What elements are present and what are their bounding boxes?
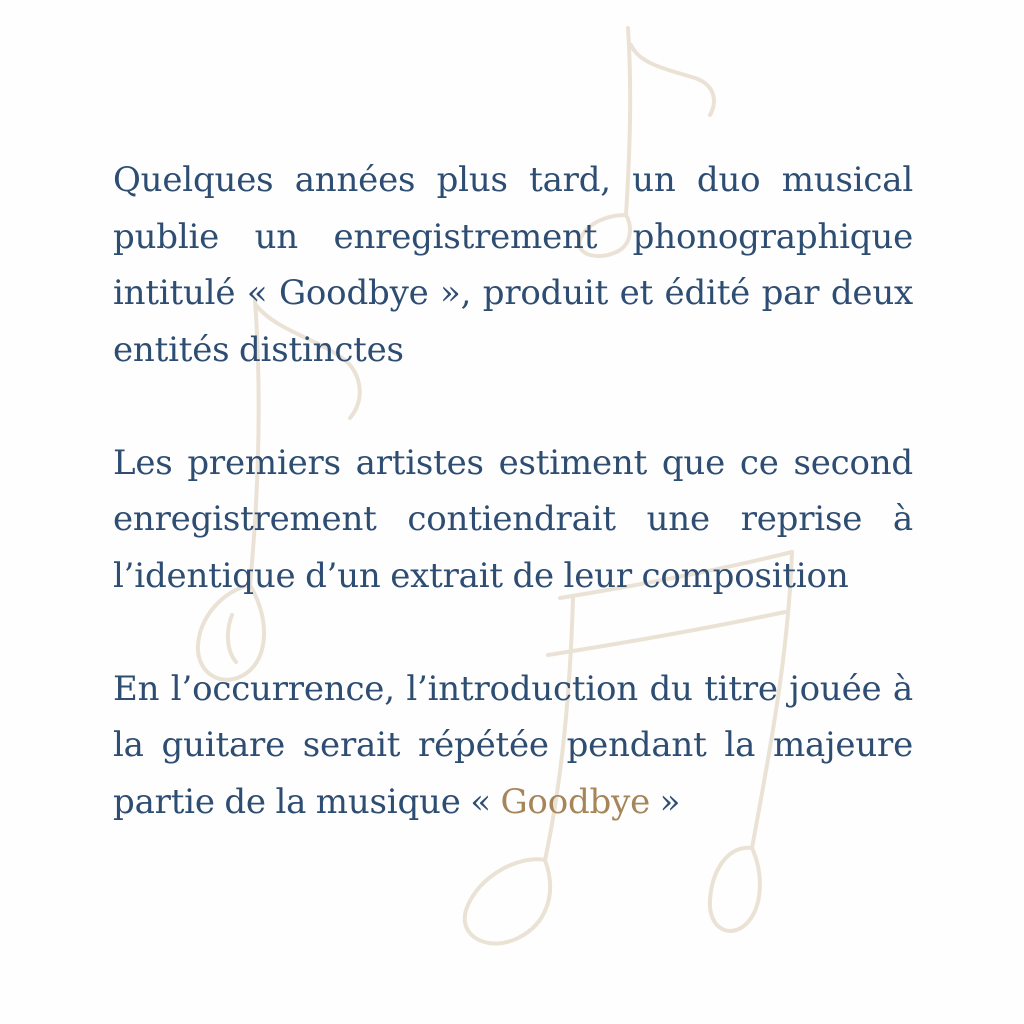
text-content [113, 152, 913, 830]
goodbye-highlight: Goodbye [500, 781, 651, 822]
paragraph-3-text: En l’occurrence, l’introduction du titre jouée à la guitare serait répétée pendant la majeure partie de la musique « [113, 668, 913, 822]
paragraph-3 [113, 661, 913, 831]
paragraph-3-closing: » [650, 781, 681, 822]
paragraph-2: Les premiers artistes estiment que ce second enregistrement contiendrait une reprise à l’identique d’un extrait de leur composition [113, 442, 913, 596]
paragraph-1: Quelques années plus tard, un duo musical publie un enregistrement phonographique intitulé « Goodbye », produit et édité par deux entités distinctes [113, 160, 913, 370]
